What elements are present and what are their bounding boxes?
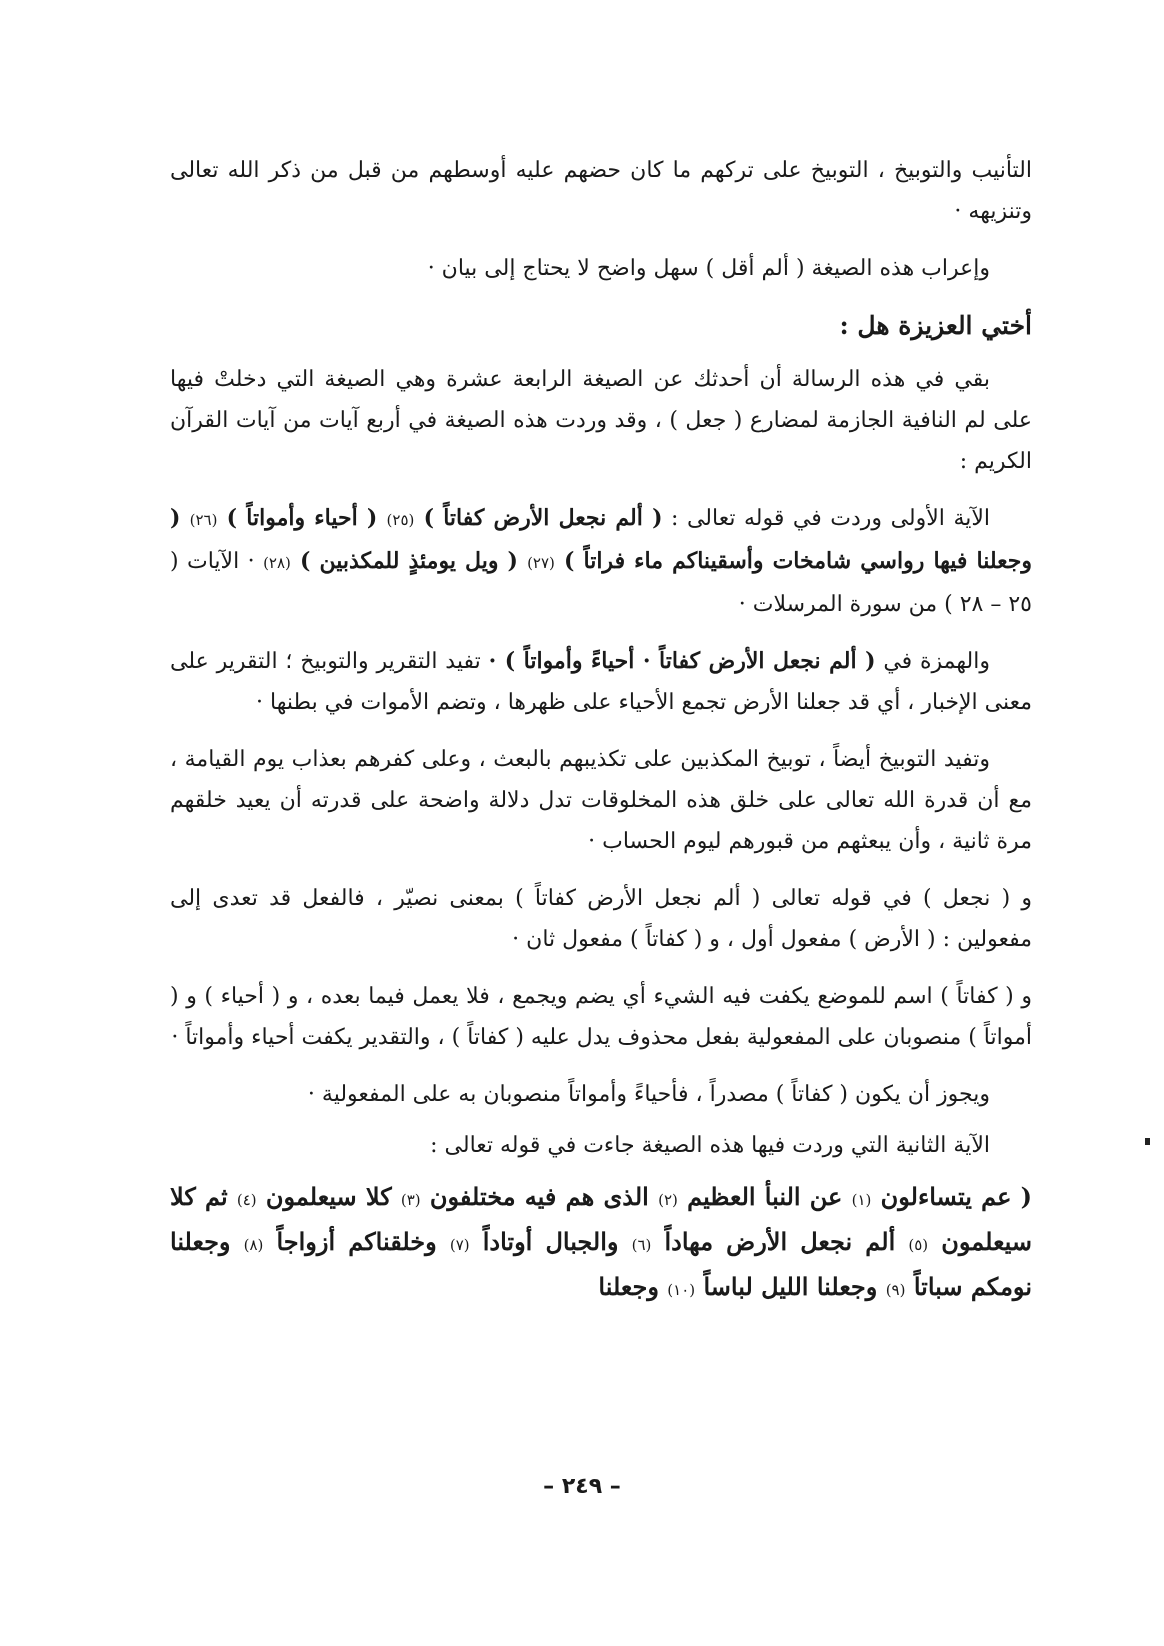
ayah-7: والجبال أوتاداً: [469, 1227, 632, 1256]
page-number: – ٢٤٩ –: [543, 1474, 621, 1499]
scan-edge-mark: [1145, 1138, 1150, 1145]
hamza-intro: والهمزة في: [875, 649, 990, 674]
ayah-number-5: (٥): [908, 1236, 929, 1254]
first-verse-intro: الآية الأولى وردت في قوله تعالى :: [662, 506, 991, 531]
ayah-11-start: وجعلنا: [598, 1272, 668, 1301]
ayah-1: ( عم يتساءلون: [871, 1182, 1032, 1211]
section-heading: أختي العزيزة هل :: [839, 311, 1032, 340]
ayah-4: كلا سيعلمون: [256, 1182, 401, 1211]
verse-number-26: (٢٦): [189, 511, 218, 529]
quran-passage-naba: [170, 1176, 1032, 1311]
paragraph-masdar-option: ويجوز أن يكون ( كفاتاً ) مصدراً ، فأحياءً وأمواتاً منصوبان به على المفعولية ·: [307, 1082, 990, 1107]
ayah-number-6: (٦): [631, 1236, 652, 1254]
ayah-9: وجعلنا نومكم سباتاً: [170, 1227, 1032, 1301]
paragraph-parsing-note: وإعراب هذه الصيغة ( ألم أقل ) سهل واضح لا يحتاج إلى بيان ·: [427, 256, 990, 281]
document-page: [170, 150, 1032, 1325]
ayah-number-3: (٣): [400, 1191, 421, 1209]
verse-28: ( ويل يومئذٍ للمكذبين ): [290, 548, 528, 574]
verse-27: ( وجعلنا فيها رواسي شامخات وأسقيناكم ماء فراتاً ): [170, 505, 1032, 574]
paragraph-second-verse-intro: الآية الثانية التي وردت فيها هذه الصيغة جاءت في قوله تعالى :: [430, 1133, 990, 1158]
ayah-10: وجعلنا الليل لباساً: [695, 1272, 886, 1301]
first-verse-reference: · الآيات ( ٢٥ – ٢٨ ) من سورة المرسلات ·: [170, 549, 1032, 617]
verse-number-27: (٢٧): [527, 554, 555, 572]
ayah-number-4: (٤): [236, 1191, 257, 1209]
verse-number-28: (٢٨): [263, 554, 291, 572]
verse-number-25: (٢٥): [386, 511, 415, 529]
paragraph-rebuke: وتفيد التوبيخ أيضاً ، توبيخ المكذبين على تكذيبهم بالبعث ، وعلى كفرهم بعذاب يوم القيامة ، مع أن قدرة الله تعالى على خلق هذه المخلوقات تدل دلالة واضحة على قدرته أن يعيد خلقهم مرة ثانية ، وأن يبعثهم من قبورهم ليوم الحساب ·: [170, 747, 1032, 854]
ayah-3: الذى هم فيه مختلفون: [420, 1182, 659, 1211]
verse-25: ( ألم نجعل الأرض كفاتاً ): [414, 505, 663, 531]
paragraph-first-verse: [170, 498, 1032, 625]
hamza-explanation: تفيد التقرير والتوبيخ ؛ التقرير على معنى الإخبار ، أي قد جعلنا الأرض تجمع الأحياء على ظهرها ، وتضم الأموات في بطنها ·: [170, 649, 1032, 715]
ayah-number-7: (٧): [449, 1236, 470, 1254]
paragraph-hamza-meaning: [170, 641, 1032, 723]
verse-26: ( أحياء وأمواتاً ): [217, 505, 387, 531]
paragraph-najal-meaning: و ( نجعل ) في قوله تعالى ( ألم نجعل الأرض كفاتاً ) بمعنى نصيّر ، فالفعل قد تعدى إلى مفعولين : ( الأرض ) مفعول أول ، و ( كفاتاً ) مفعول ثان ·: [170, 886, 1032, 952]
hamza-quote: ( ألم نجعل الأرض كفاتاً · أحياءً وأمواتاً ) ·: [488, 648, 876, 674]
ayah-number-1: (١): [851, 1191, 872, 1209]
ayah-6: ألم نجعل الأرض مهاداً: [651, 1227, 909, 1256]
ayah-number-2: (٢): [658, 1191, 678, 1209]
paragraph-kifat-meaning: و ( كفاتاً ) اسم للموضع يكفت فيه الشيء أي يضم ويجمع ، فلا يعمل فيما بعده ، و ( أحياء ) و ( أمواتاً ) منصوبان على المفعولية بفعل محذوف يدل عليه ( كفاتاً ) ، والتقدير يكفت أحياء وأمواتاً ·: [170, 984, 1032, 1050]
ayah-number-8: (٨): [243, 1236, 264, 1254]
ayah-8: وخلقناكم أزواجاً: [263, 1227, 450, 1256]
ayah-number-10: (١٠): [667, 1281, 696, 1299]
paragraph-intro-continuation: التأنيب والتوبيخ ، التوبيخ على تركهم ما كان حضهم عليه أوسطهم من قبل من ذكر الله تعالى وتنزيهه ·: [170, 158, 1032, 224]
ayah-5: ثم كلا سيعلمون: [170, 1182, 1033, 1256]
paragraph-fourteenth-form: بقي في هذه الرسالة أن أحدثك عن الصيغة الرابعة عشرة وهي الصيغة التي دخلتْ فيها على لم النافية الجازمة لمضارع ( جعل ) ، وقد وردت هذه الصيغة في أربع آيات من آيات القرآن الكريم :: [170, 367, 1032, 474]
ayah-number-9: (٩): [885, 1281, 906, 1299]
ayah-2: عن النبأ العظيم: [677, 1182, 852, 1211]
